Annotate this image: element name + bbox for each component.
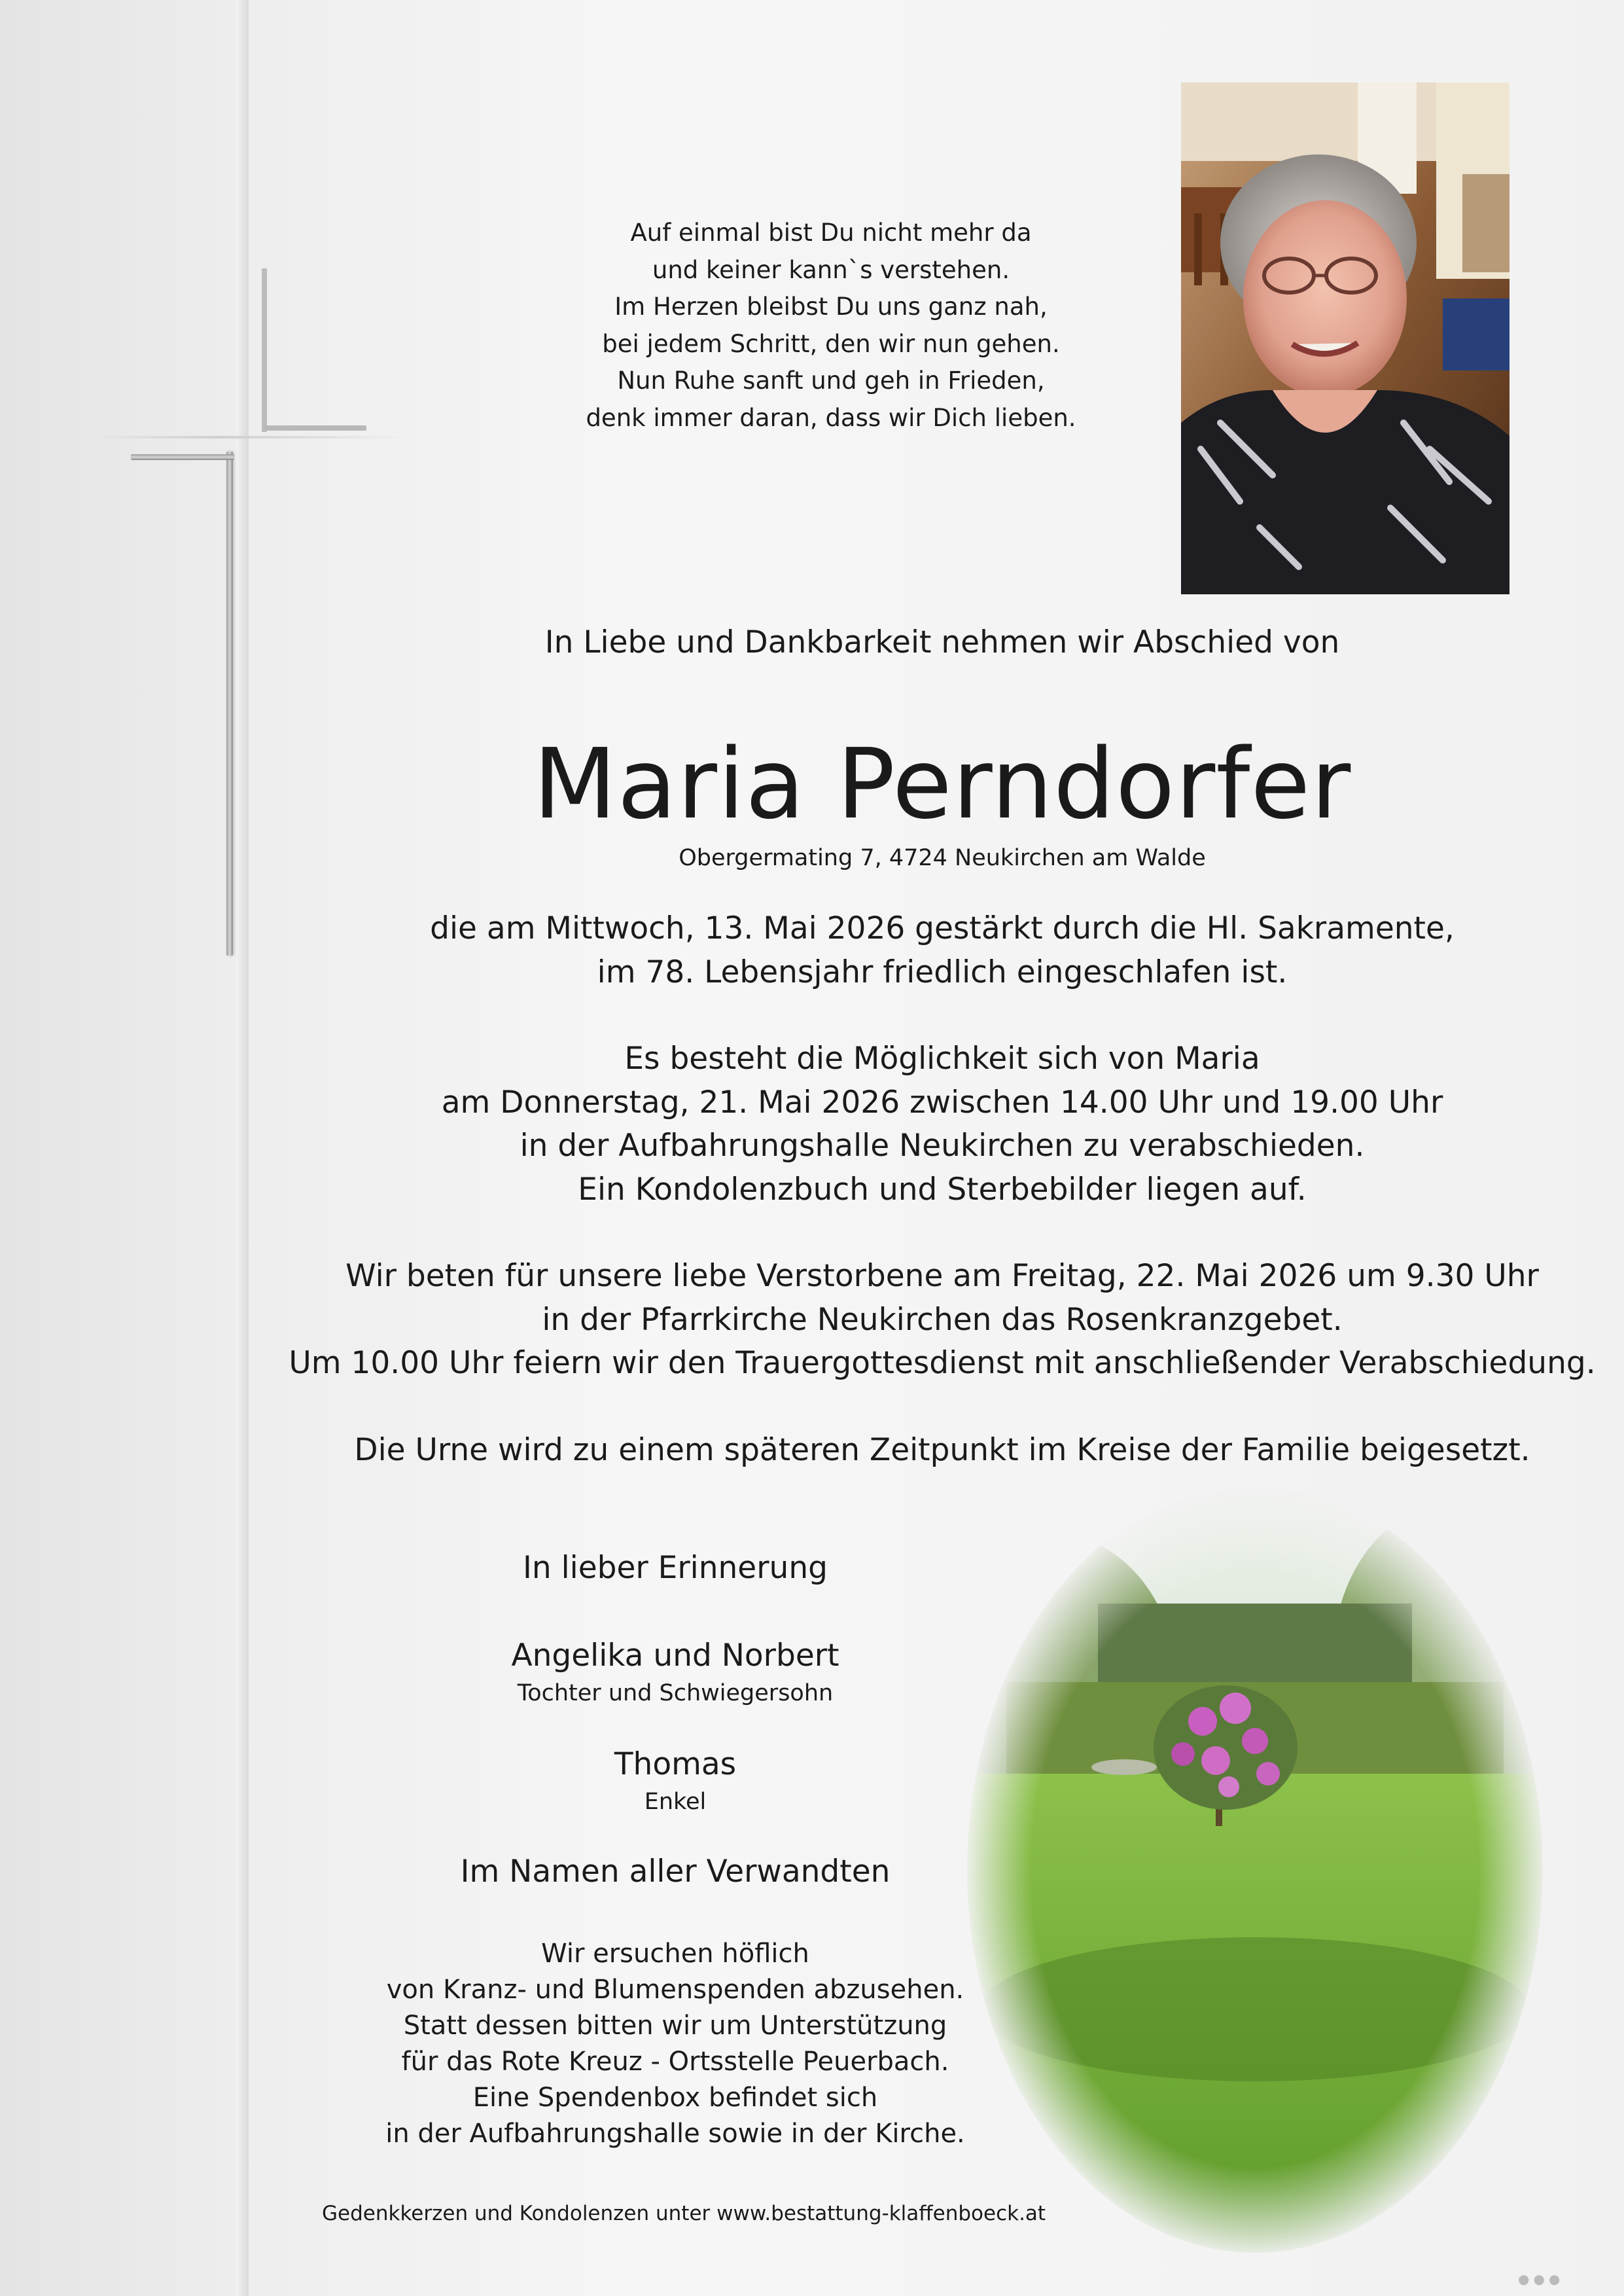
poem-line: und keiner kann`s verstehen. — [652, 255, 1010, 284]
mourner-relation: Tochter und Schwiegersohn — [517, 1680, 834, 1706]
poem-line: Im Herzen bleibst Du uns ganz nah, — [614, 293, 1048, 321]
cross-glow-line — [92, 436, 406, 439]
burial-line: Die Urne wird zu einem späteren Zeitpunkt im Kreise der Familie beigesetzt. — [354, 1431, 1530, 1468]
viewing-line: in der Aufbahrungshalle Neukirchen zu verabschieden. — [520, 1128, 1365, 1164]
viewing-info — [281, 1037, 1603, 1211]
poem-line: Auf einmal bist Du nicht mehr da — [630, 219, 1032, 247]
cross-icon-horizontal — [131, 454, 234, 460]
request-line: in der Aufbahrungshalle sowie in der Kirche. — [385, 2119, 965, 2149]
request-line: Statt dessen bitten wir um Unterstützung — [403, 2011, 947, 2041]
condolence-footer: Gedenkkerzen und Kondolenzen unter www.bestattung-klaffenboeck.at — [322, 2202, 1046, 2225]
viewing-line: Es besteht die Möglichkeit sich von Maria — [624, 1041, 1260, 1077]
background-strip — [236, 0, 249, 2296]
viewing-line: am Donnerstag, 21. Mai 2026 zwischen 14.00 Uhr und 19.00 Uhr — [441, 1084, 1443, 1121]
notice-body — [281, 907, 1603, 1515]
memorial-poem — [484, 215, 1178, 437]
poem-line: bei jedem Schritt, den wir nun gehen. — [602, 329, 1060, 358]
poem-line: Nun Ruhe sanft und geh in Frieden, — [617, 367, 1045, 395]
death-notice — [281, 907, 1603, 994]
mourners-closing: Im Namen aller Verwandten — [460, 1854, 891, 1890]
farewell-intro: In Liebe und Dankbarkeit nehmen wir Abschied von — [544, 624, 1340, 660]
mourners-heading: In lieber Erinnerung — [523, 1550, 828, 1586]
donation-request — [348, 1936, 1002, 2152]
service-line: Wir beten für unsere liebe Verstorbene am Freitag, 22. Mai 2026 um 9.30 Uhr — [345, 1258, 1539, 1294]
service-info — [281, 1255, 1603, 1386]
burial-info — [281, 1429, 1603, 1473]
death-notice-line: die am Mittwoch, 13. Mai 2026 gestärkt durch die Hl. Sakramente, — [430, 910, 1455, 946]
mourner-name: Angelika und Norbert — [511, 1638, 839, 1674]
request-line: Eine Spendenbox befindet sich — [472, 2083, 878, 2113]
service-line: Um 10.00 Uhr feiern wir den Trauergottesdienst mit anschließender Verabschiedung. — [289, 1345, 1596, 1381]
request-line: für das Rote Kreuz - Ortsstelle Peuerbach. — [401, 2047, 949, 2077]
viewing-line: Ein Kondolenzbuch und Sterbebilder liegen auf. — [578, 1171, 1307, 1208]
poem-line: denk immer daran, dass wir Dich lieben. — [586, 403, 1076, 432]
request-line: Wir ersuchen höflich — [541, 1939, 809, 1969]
page-marker-dots: ●●● — [1518, 2271, 1564, 2287]
cross-icon-vertical — [226, 452, 233, 956]
death-notice-line: im 78. Lebensjahr friedlich eingeschlafen ist. — [597, 954, 1288, 990]
garden-photo — [967, 1486, 1543, 2253]
cross-shadow-vertical — [262, 268, 267, 432]
cross-shadow-horizontal — [264, 425, 366, 431]
service-line: in der Pfarrkirche Neukirchen das Rosenkranzgebet. — [542, 1301, 1343, 1338]
mourner-name: Thomas — [614, 1746, 737, 1782]
mourner-relation: Enkel — [644, 1789, 707, 1815]
deceased-name: Maria Perndorfer — [533, 728, 1352, 840]
request-line: von Kranz- und Blumenspenden abzusehen. — [386, 1975, 964, 2005]
deceased-address: Obergermating 7, 4724 Neukirchen am Walde — [679, 845, 1206, 871]
portrait-photo — [1181, 82, 1509, 594]
